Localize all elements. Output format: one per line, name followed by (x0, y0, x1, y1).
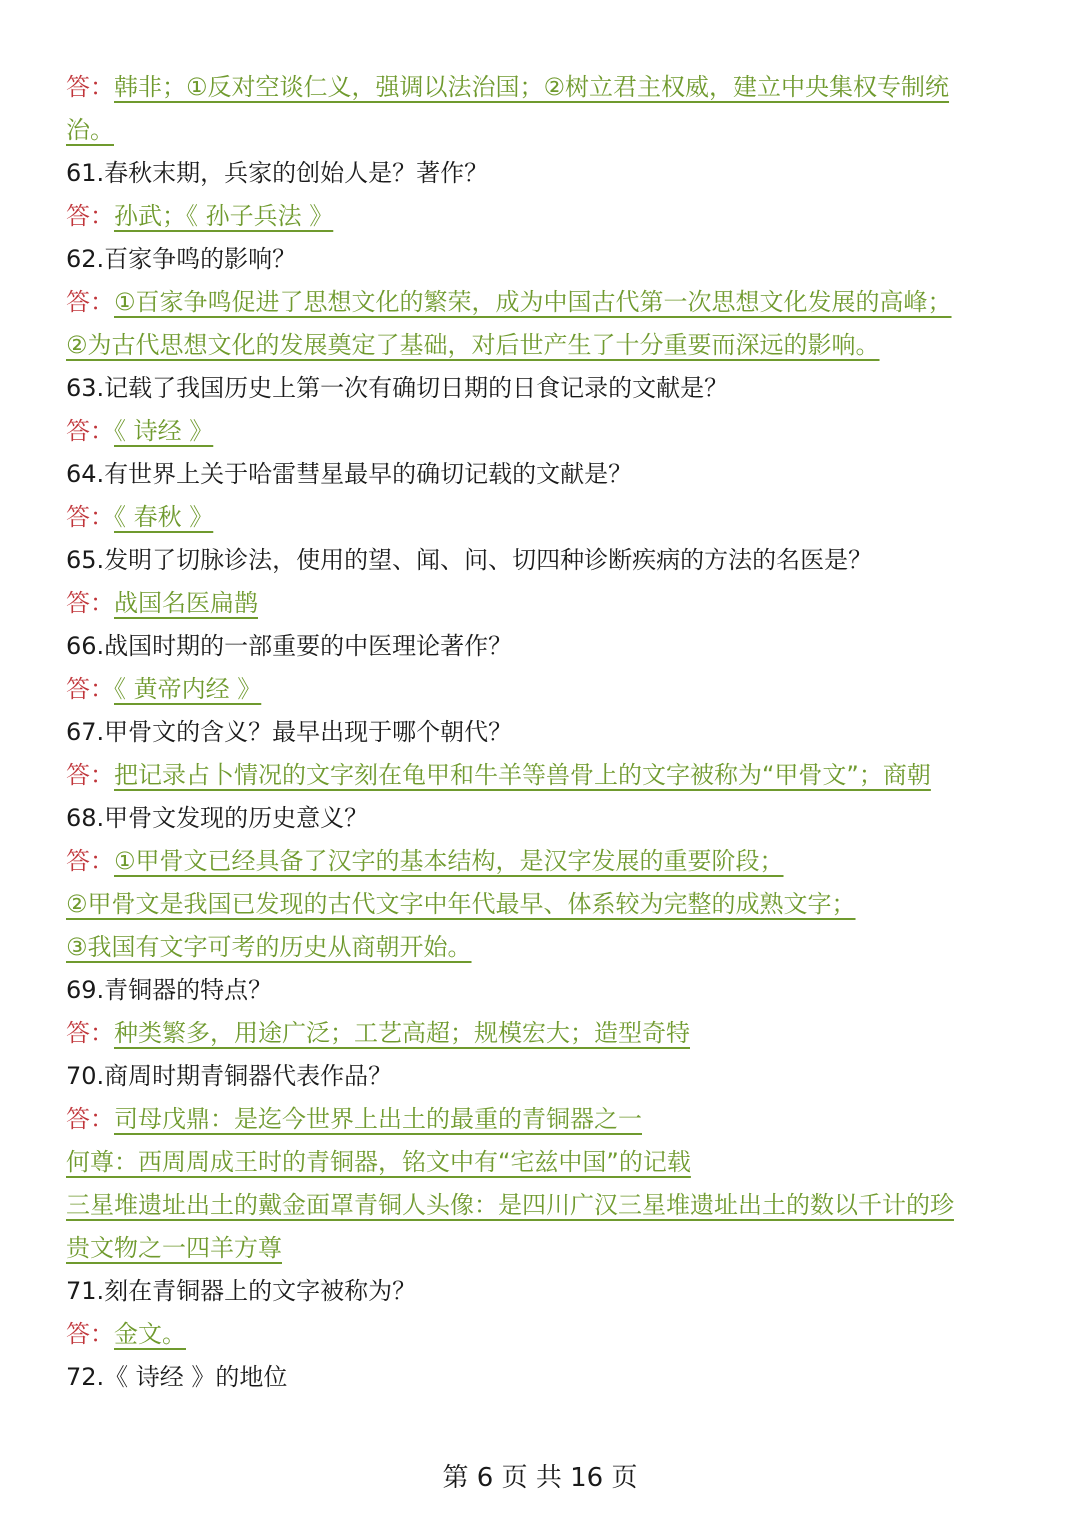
answer-text: 种类繁多，用途广泛；工艺高超；规模宏大；造型奇特 (114, 1019, 690, 1047)
question-line (66, 1270, 1016, 1313)
answer-text: 司母戊鼎：是迄今世界上出土的最重的青铜器之一 (114, 1105, 642, 1133)
answer-text: 三星堆遗址出土的戴金面罩青铜人头像：是四川广汉三星堆遗址出土的数以千计的珍 (66, 1191, 954, 1219)
question-line (66, 711, 1016, 754)
page-footer: 第 6 页 共 16 页 (442, 1463, 638, 1493)
answer-text: ③我国有文字可考的历史从商朝开始。 (66, 933, 472, 961)
question-line (66, 152, 1016, 195)
answer-label: 答： (66, 73, 114, 101)
answer-text: ②为古代思想文化的发展奠定了基础，对后世产生了十分重要而深远的影响。 (66, 331, 880, 359)
answer-continuation-line (66, 1227, 1016, 1270)
question-line (66, 367, 1016, 410)
question-text: 65.发明了切脉诊法，使用的望、闻、问、切四种诊断疾病的方法的名医是？ (66, 546, 873, 574)
answer-label: 答： (66, 847, 114, 875)
answer-label: 答： (66, 1019, 114, 1047)
answer-text: 孙武；《 孙子兵法 》 (114, 202, 334, 230)
answer-text: 贵文物之一四羊方尊 (66, 1234, 282, 1262)
answer-line (66, 410, 1016, 453)
answer-label: 答： (66, 1320, 114, 1348)
answer-label: 答： (66, 675, 114, 703)
question-text: 64.有世界上关于哈雷彗星最早的确切记载的文献是？ (66, 460, 633, 488)
answer-text: 韩非；①反对空谈仁义，强调以法治国；②树立君主权威，建立中央集权专制统 (114, 73, 950, 101)
answer-line (66, 66, 1016, 109)
question-text: 69.青铜器的特点？ (66, 976, 273, 1004)
answer-text: 战国名医扁鹊 (114, 589, 258, 617)
answer-continuation-line (66, 1141, 1016, 1184)
answer-label: 答： (66, 202, 114, 230)
answer-text: ①百家争鸣促进了思想文化的繁荣，成为中国古代第一次思想文化发展的高峰； (114, 288, 952, 316)
question-text: 63.记载了我国历史上第一次有确切日期的日食记录的文献是？ (66, 374, 729, 402)
qa-content (66, 66, 1016, 1399)
answer-label: 答： (66, 288, 114, 316)
answer-line (66, 195, 1016, 238)
question-line (66, 453, 1016, 496)
answer-label: 答： (66, 503, 114, 531)
question-text: 67.甲骨文的含义？最早出现于哪个朝代？ (66, 718, 513, 746)
answer-text: 《 黄帝内经 》 (114, 675, 262, 703)
answer-line (66, 281, 1016, 324)
answer-text: ①甲骨文已经具备了汉字的基本结构，是汉字发展的重要阶段； (114, 847, 784, 875)
question-line (66, 238, 1016, 281)
answer-text: 何尊：西周周成王时的青铜器，铭文中有“宅兹中国”的记载 (66, 1148, 691, 1176)
question-line (66, 797, 1016, 840)
question-line (66, 539, 1016, 582)
answer-label: 答： (66, 589, 114, 617)
question-text: 70.商周时期青铜器代表作品？ (66, 1062, 393, 1090)
answer-text: ②甲骨文是我国已发现的古代文字中年代最早、体系较为完整的成熟文字； (66, 890, 856, 918)
question-text: 68.甲骨文发现的历史意义？ (66, 804, 369, 832)
answer-label: 答： (66, 417, 114, 445)
answer-text: 治。 (66, 116, 114, 144)
question-text: 71.刻在青铜器上的文字被称为？ (66, 1277, 417, 1305)
question-text: 61.春秋末期，兵家的创始人是？著作？ (66, 159, 489, 187)
answer-line (66, 582, 1016, 625)
answer-continuation-line (66, 324, 1016, 367)
answer-text: 《 诗经 》 (114, 417, 214, 445)
answer-line (66, 1012, 1016, 1055)
answer-label: 答： (66, 1105, 114, 1133)
answer-line (66, 840, 1016, 883)
question-line (66, 1356, 1016, 1399)
answer-continuation-line (66, 926, 1016, 969)
answer-continuation-line (66, 1184, 1016, 1227)
answer-continuation-line (66, 883, 1016, 926)
question-text: 72.《 诗经 》的地位 (66, 1363, 288, 1391)
answer-line (66, 668, 1016, 711)
answer-text: 把记录占卜情况的文字刻在龟甲和牛羊等兽骨上的文字被称为“甲骨文”；商朝 (114, 761, 931, 789)
answer-line (66, 1098, 1016, 1141)
answer-continuation-line (66, 109, 1016, 152)
question-text: 62.百家争鸣的影响？ (66, 245, 297, 273)
question-line (66, 625, 1016, 668)
question-line (66, 969, 1016, 1012)
question-line (66, 1055, 1016, 1098)
answer-line (66, 496, 1016, 539)
answer-text: 金文。 (114, 1320, 186, 1348)
answer-line (66, 754, 1016, 797)
answer-line (66, 1313, 1016, 1356)
question-text: 66.战国时期的一部重要的中医理论著作？ (66, 632, 513, 660)
answer-text: 《 春秋 》 (114, 503, 214, 531)
answer-label: 答： (66, 761, 114, 789)
